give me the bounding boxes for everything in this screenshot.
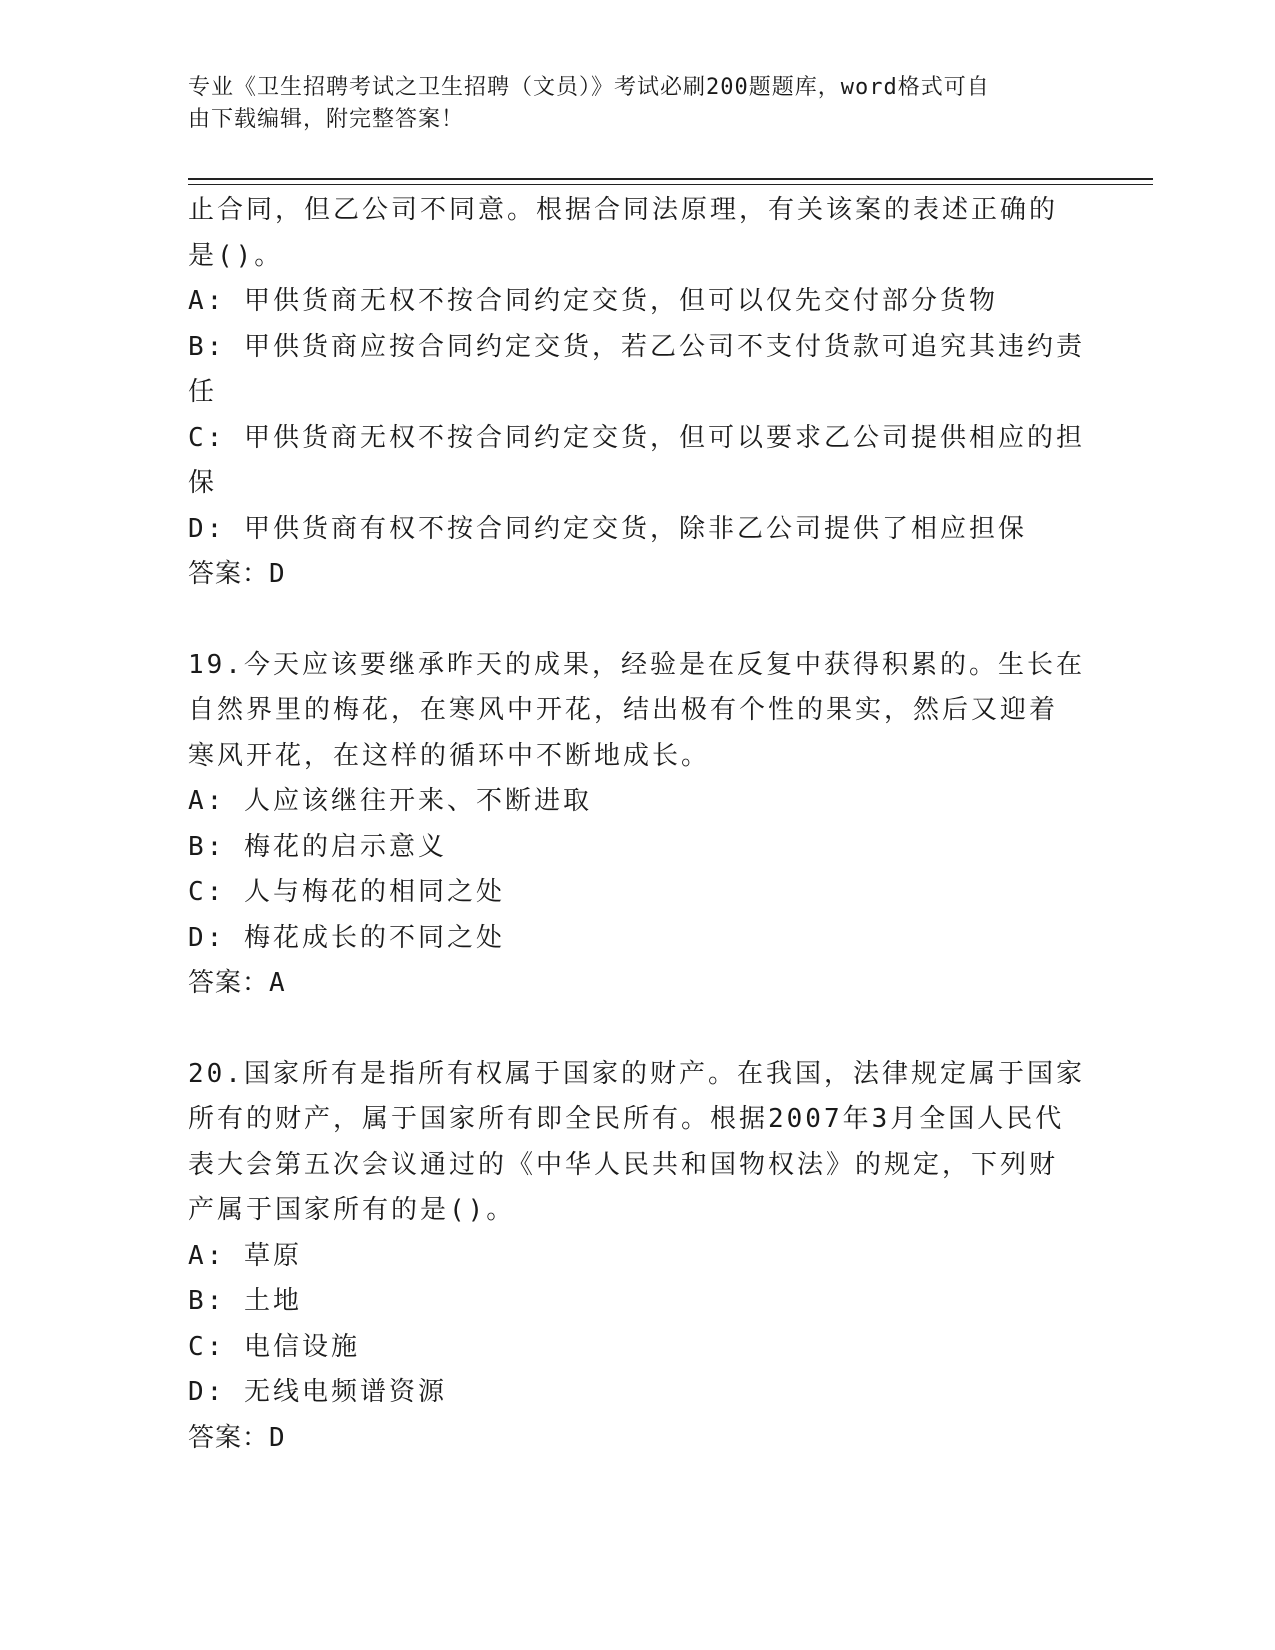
option-c: C: 人与梅花的相同之处 xyxy=(188,877,505,907)
question-spacer xyxy=(188,598,1088,643)
question-20 xyxy=(188,1052,1088,1462)
answer-line: 答案：A xyxy=(188,968,286,998)
answer-line: 答案：D xyxy=(188,1422,286,1453)
option-b: B: 甲供货商应按合同约定交货，若乙公司不支付货款可追究其违约责 xyxy=(188,331,1085,362)
question-spacer xyxy=(188,1007,1088,1052)
header-title-line-1: 专业《卫生招聘考试之卫生招聘（文员）》考试必刷200题题库，word格式可自 xyxy=(188,75,990,100)
question-stem-line: 表大会第五次会议通过的《中华人民共和国物权法》的规定，下列财 xyxy=(188,1149,1059,1180)
header-rule-thick xyxy=(188,178,1153,180)
option-b-continued: 任 xyxy=(188,377,218,407)
option-c: C: 甲供货商无权不按合同约定交货，但可以要求乙公司提供相应的担 xyxy=(188,422,1085,453)
question-stem-line: 所有的财产，属于国家所有即全民所有。根据2007年3月全国人民代 xyxy=(188,1104,1065,1134)
option-d: D: 梅花成长的不同之处 xyxy=(188,922,505,953)
question-content xyxy=(188,188,1088,1461)
question-stem-line: 19.今天应该要继承昨天的成果，经验是在反复中获得积累的。生长在 xyxy=(188,649,1085,680)
question-stem-line: 产属于国家所有的是()。 xyxy=(188,1195,516,1225)
question-stem-line: 寒风开花，在这样的循环中不断地成长。 xyxy=(188,740,711,771)
question-stem-line: 自然界里的梅花，在寒风中开花，结出极有个性的果实，然后又迎着 xyxy=(188,695,1059,725)
option-b: B: 土地 xyxy=(188,1286,302,1316)
question-stem-line: 20.国家所有是指所有权属于国家的财产。在我国，法律规定属于国家 xyxy=(188,1058,1085,1089)
question-18 xyxy=(188,188,1088,598)
option-c-continued: 保 xyxy=(188,468,218,498)
question-19 xyxy=(188,643,1088,1007)
header-rule-thin xyxy=(188,184,1153,185)
option-d: D: 甲供货商有权不按合同约定交货，除非乙公司提供了相应担保 xyxy=(188,513,1027,544)
document-header xyxy=(188,72,1088,136)
option-a: A: 人应该继往开来、不断进取 xyxy=(188,786,592,816)
question-stem-line: 是()。 xyxy=(188,240,284,271)
header-title-line-2: 由下载编辑，附完整答案！ xyxy=(188,107,465,132)
option-d: D: 无线电频谱资源 xyxy=(188,1377,447,1407)
option-c: C: 电信设施 xyxy=(188,1331,360,1362)
option-b: B: 梅花的启示意义 xyxy=(188,831,447,862)
option-a: A: 草原 xyxy=(188,1240,302,1271)
answer-line: 答案：D xyxy=(188,559,286,589)
question-stem-line: 止合同，但乙公司不同意。根据合同法原理，有关该案的表述正确的 xyxy=(188,195,1059,225)
option-a: A: 甲供货商无权不按合同约定交货，但可以仅先交付部分货物 xyxy=(188,286,998,316)
